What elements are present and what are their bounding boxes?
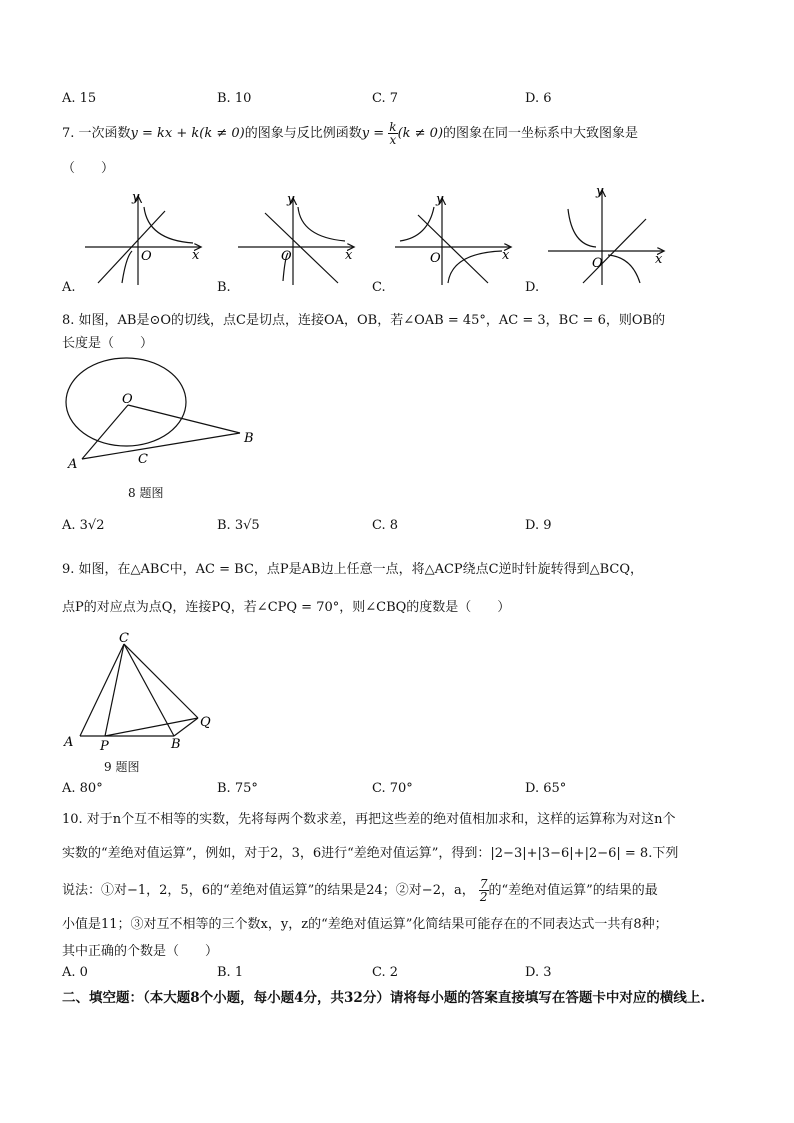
q7-graph-a — [85, 190, 200, 285]
q7-graph-a-x-label: x — [192, 248, 200, 263]
q7-graphs — [60, 185, 760, 285]
q10-stem-line3 — [62, 878, 658, 903]
q6-option-a: A. 15 — [62, 91, 97, 106]
q10-option-a: A. 0 — [62, 965, 88, 980]
q7-graph-a-y-label: y — [132, 190, 140, 205]
q7-graph-d-y-label: y — [596, 185, 604, 199]
q7-graph-b-origin: O — [281, 249, 292, 264]
q7-graph-b-x-label: x — [345, 248, 353, 263]
q10-fraction — [479, 878, 489, 903]
q7-inverse-den: x — [389, 133, 397, 147]
q9-point-p: P — [100, 739, 109, 752]
q8-figure — [60, 355, 270, 470]
q8-option-a: A. 3√2 — [62, 518, 105, 533]
q9-point-q: Q — [200, 715, 211, 730]
q9-stem-line2: 点P的对应点为点Q，连接PQ，若∠CPQ = 70°，则∠CBQ的度数是（ ） — [62, 600, 511, 615]
q8-option-d: D. 9 — [525, 518, 552, 533]
q10-line3-part-b: 的“差绝对值运算”的结果的最 — [488, 883, 658, 898]
section-fill-in-blank-heading: 二、填空题：（本大题8个小题，每小题4分，共32分）请将每小题的答案直接填写在答题卡中对应的横线上. — [62, 990, 706, 1006]
q10-option-d: D. 3 — [525, 965, 552, 980]
q7-linear-function: y = kx + k(k ≠ 0) — [130, 126, 245, 141]
q7-inverse-lhs: y = — [361, 126, 385, 141]
q7-mid: 的图象与反比例函数 — [244, 126, 362, 141]
q7-graph-label-c: C. — [372, 280, 386, 295]
q7-graph-b-y-label: y — [287, 192, 295, 207]
q8-stem-line1: 8. 如图，AB是⊙O的切线，点C是切点，连接OA，OB，若∠OAB = 45°，AC = 3，BC = 6，则OB的 — [62, 313, 666, 328]
q10-stem-line4: 小值是11；③对互不相等的三个数x，y，z的“差绝对值运算”化简结果可能存在的不同表达式一共有8种； — [62, 917, 668, 932]
q10-stem-line5: 其中正确的个数是（ ） — [62, 944, 219, 959]
q9-point-a: A — [64, 735, 74, 750]
q9-point-c: C — [119, 631, 129, 646]
q9-option-c: C. 70° — [372, 781, 413, 796]
q10-stem-line1: 10. 对于n个互不相等的实数，先将每两个数求差，再把这些差的绝对值相加求和，这样的运算称为对这n个 — [62, 812, 676, 827]
q7-graph-c-y-label: y — [436, 192, 444, 207]
q10-option-c: C. 2 — [372, 965, 399, 980]
q8-option-b: B. 3√5 — [217, 518, 260, 533]
q8-figure-caption: 8 题图 — [128, 486, 164, 500]
q7-paren: （ ） — [62, 161, 115, 176]
q7-graph-d-x-label: x — [655, 252, 663, 267]
q7-graph-label-d: D. — [525, 280, 540, 295]
q7-graph-label-b: B. — [217, 280, 231, 295]
q7-inverse-num: k — [389, 120, 397, 134]
q9-figure — [60, 628, 220, 752]
q8-point-o: O — [122, 392, 133, 407]
q7-graph-d — [548, 185, 663, 285]
q7-graph-a-origin: O — [141, 249, 152, 264]
q7-graph-label-a: A. — [62, 280, 76, 295]
q9-option-b: B. 75° — [217, 781, 258, 796]
q10-option-b: B. 1 — [217, 965, 244, 980]
q10-line3-part-a: 说法：①对−1，2，5，6的“差绝对值运算”的结果是24；②对−2，a， — [62, 883, 475, 898]
q9-point-b: B — [171, 737, 181, 752]
q7-graph-b — [238, 192, 353, 285]
q7-stem — [62, 121, 638, 146]
q9-stem-line1: 9. 如图，在△ABC中，AC = BC，点P是AB边上任意一点，将△ACP绕点C逆时针旋转得到△BCQ， — [62, 562, 644, 577]
q10-stem-line2: 实数的“差绝对值运算”，例如，对于2，3，6进行“差绝对值运算”，得到：|2−3|+|3−6|+|2−6| = 8.下列 — [62, 846, 679, 861]
q7-inverse-fraction — [388, 121, 397, 146]
q6-option-d: D. 6 — [525, 91, 552, 106]
q8-stem-line2: 长度是（ ） — [62, 336, 154, 351]
q7-graph-d-origin: O — [592, 256, 603, 271]
q10-fraction-den: 2 — [479, 890, 488, 904]
q7-graph-c — [395, 192, 510, 285]
q6-option-b: B. 10 — [217, 91, 252, 106]
q8-point-b: B — [244, 431, 254, 446]
q8-point-c: C — [138, 452, 148, 467]
q9-option-d: D. 65° — [525, 781, 567, 796]
q8-option-c: C. 8 — [372, 518, 399, 533]
q10-fraction-num: 7 — [479, 877, 488, 891]
q7-suffix: 的图象在同一坐标系中大致图象是 — [443, 126, 639, 141]
q9-figure-caption: 9 题图 — [104, 760, 140, 774]
q7-graph-c-origin: O — [430, 251, 441, 266]
q9-option-a: A. 80° — [62, 781, 103, 796]
q7-inverse-cond: (k ≠ 0) — [397, 126, 444, 141]
q7-prefix: 7. 一次函数 — [62, 126, 131, 141]
q8-point-a: A — [68, 457, 78, 470]
q7-graph-c-x-label: x — [502, 248, 510, 263]
q6-option-c: C. 7 — [372, 91, 399, 106]
